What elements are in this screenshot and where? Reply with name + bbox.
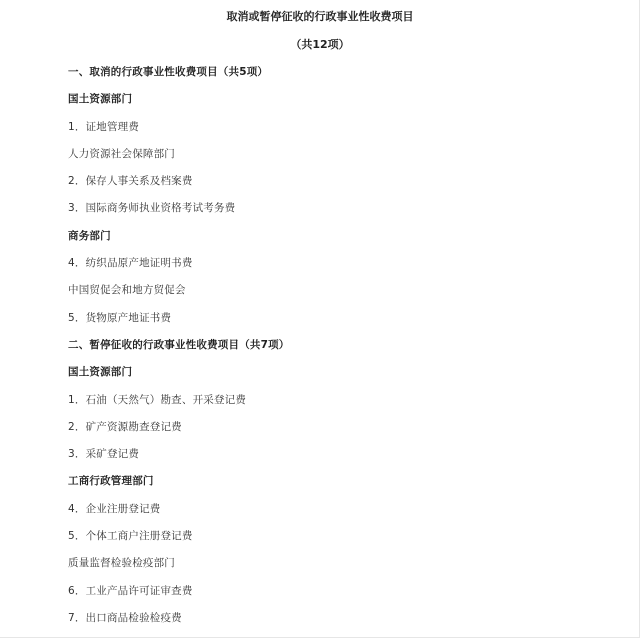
section-heading: 一、取消的行政事业性收费项目（共5项） [68, 66, 269, 78]
list-item: 7．出口商品检验检疫费 [68, 611, 182, 624]
section-heading: 国土资源部门 [68, 366, 133, 379]
section-heading: 商务部门 [68, 229, 111, 242]
section-heading: 国土资源部门 [68, 93, 133, 106]
document-title: 取消或暂停征收的行政事业性收费项目 [226, 10, 414, 23]
list-item: 2．矿产资源勘查登记费 [68, 420, 182, 433]
document-body [68, 65, 628, 638]
list-item: 2．保存人事关系及档案费 [68, 175, 193, 188]
section-heading: 二、暂停征收的行政事业性收费项目（共7项） [68, 338, 290, 351]
list-item: 中国贸促会和地方贸促会 [68, 284, 186, 297]
list-item: 3．国际商务师执业资格考试考务费 [68, 202, 236, 215]
list-item: 质量监督检验检疫部门 [68, 557, 175, 570]
list-item: 5．个体工商户注册登记费 [68, 530, 193, 543]
list-item: 1．证地管理费 [68, 120, 140, 133]
list-item: 6．工业产品许可证审查费 [68, 584, 193, 597]
list-item: 5．货物原产地证书费 [68, 311, 172, 324]
list-item: 3．采矿登记费 [68, 448, 140, 461]
section-heading: 工商行政管理部门 [68, 475, 154, 488]
list-item: 4．纺织品原产地证明书费 [68, 257, 193, 270]
list-item: 4．企业注册登记费 [68, 502, 161, 515]
document-subtitle: （共12项） [290, 38, 350, 51]
list-item: 人力资源社会保障部门 [68, 147, 175, 160]
list-item: 1．石油（天然气）勘查、开采登记费 [68, 393, 247, 406]
